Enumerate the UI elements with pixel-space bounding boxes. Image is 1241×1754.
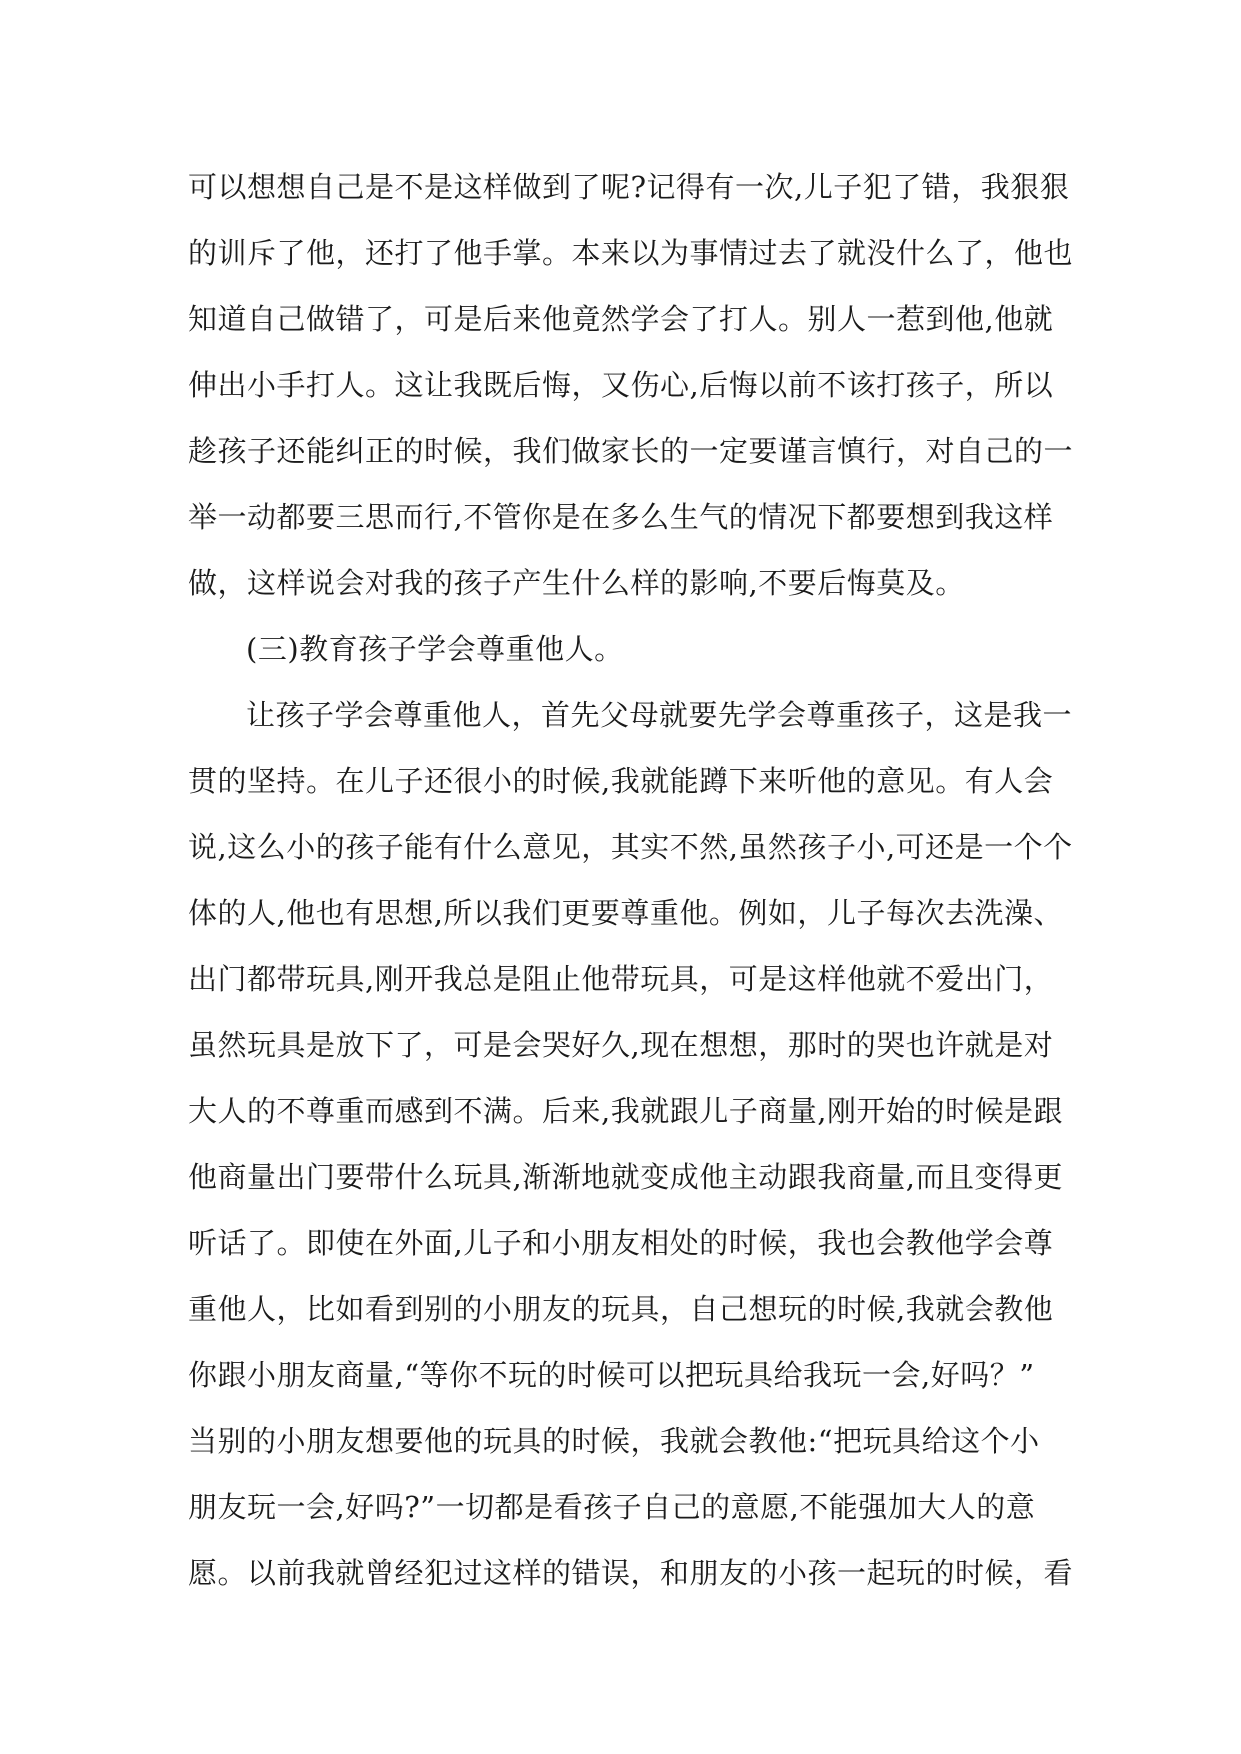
text-line: 大人的不尊重而感到不满。后来,我就跟儿子商量,刚开始的时候是跟: [188, 1094, 1063, 1128]
text-line: 伸出小手打人。这让我既后悔，又伤心,后悔以前不该打孩子，所以: [188, 368, 1054, 402]
text-line: 重他人，比如看到别的小朋友的玩具，自己想玩的时候,我就会教他: [188, 1292, 1054, 1326]
text-line: 让孩子学会尊重他人，首先父母就要先学会尊重孩子，这是我一: [246, 698, 1073, 732]
text-line: 当别的小朋友想要他的玩具的时候，我就会教他:“把玩具给这个小: [188, 1424, 1040, 1458]
text-line: 听话了。即使在外面,儿子和小朋友相处的时候，我也会教他学会尊: [188, 1226, 1054, 1260]
text-line: 虽然玩具是放下了，可是会哭好久,现在想想，那时的哭也许就是对: [188, 1028, 1054, 1062]
text-line: 知道自己做错了，可是后来他竟然学会了打人。别人一惹到他,他就: [188, 302, 1054, 336]
text-line: 的训斥了他，还打了他手掌。本来以为事情过去了就没什么了，他也: [188, 236, 1074, 270]
text-line: 朋友玩一会,好吗?”一切都是看孩子自己的意愿,不能强加大人的意: [188, 1490, 1036, 1524]
text-line: 说,这么小的孩子能有什么意见，其实不然,虽然孩子小,可还是一个个: [188, 830, 1073, 864]
text-line: 举一动都要三思而行,不管你是在多么生气的情况下都要想到我这样: [188, 500, 1054, 534]
text-line: 贯的坚持。在儿子还很小的时候,我就能蹲下来听他的意见。有人会: [188, 764, 1054, 798]
text-line: 愿。以前我就曾经犯过这样的错误，和朋友的小孩一起玩的时候，看: [188, 1556, 1074, 1590]
text-line: 趁孩子还能纠正的时候，我们做家长的一定要谨言慎行，对自己的一: [188, 434, 1074, 468]
text-line: 可以想想自己是不是这样做到了呢?记得有一次,儿子犯了错，我狠狠: [188, 170, 1070, 204]
text-line: 出门都带玩具,刚开我总是阻止他带玩具，可是这样他就不爱出门，: [188, 962, 1054, 996]
text-line: 他商量出门要带什么玩具,渐渐地就变成他主动跟我商量,而且变得更: [188, 1160, 1063, 1194]
text-line: 做，这样说会对我的孩子产生什么样的影响,不要后悔莫及。: [188, 566, 965, 600]
text-line: 体的人,他也有思想,所以我们更要尊重他。例如，儿子每次去洗澡、: [188, 896, 1063, 930]
text-line: 你跟小朋友商量,“等你不玩的时候可以把玩具给我玩一会,好吗？”: [188, 1358, 1035, 1392]
section-heading: (三)教育孩子学会尊重他人。: [246, 632, 624, 666]
